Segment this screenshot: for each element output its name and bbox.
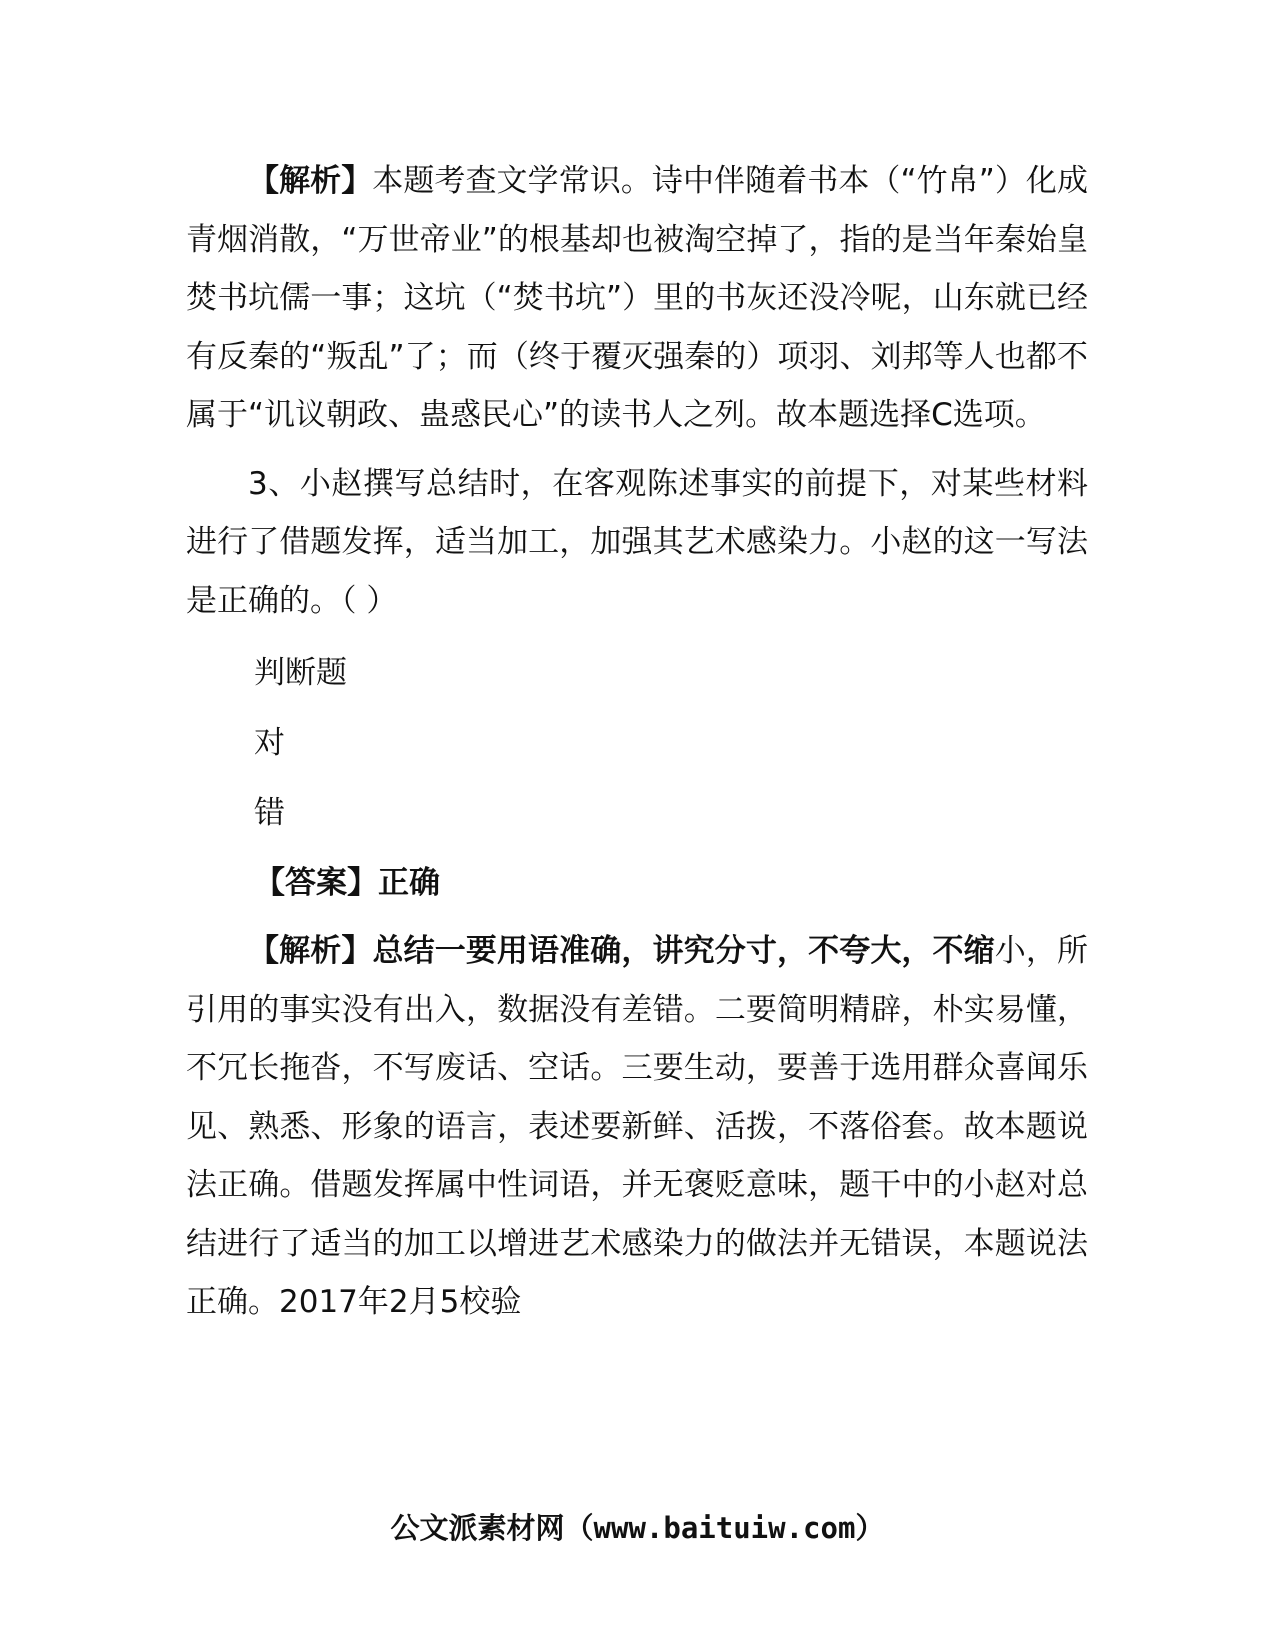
option-true: 对: [254, 725, 285, 761]
answer-label: 【答案】: [254, 865, 378, 901]
footer-site-name: 公文派素材网: [390, 1511, 565, 1545]
question-type: 判断题: [254, 655, 347, 691]
question-3: 3、小赵撰写总结时，在客观陈述事实的前提下，对某些材料进行了借题发挥，适当加工，加强其艺术感染力。小赵的这一写法是正确的。（ ）: [186, 465, 1088, 619]
analysis-lead: 总结一要用语准确，讲究分寸，不夸大，不缩: [372, 933, 995, 969]
page-footer: [0, 1508, 1275, 1548]
analysis-label: 【解析】: [248, 163, 373, 199]
option-false: 错: [254, 795, 285, 831]
footer-url: （www.baituiw.com）: [564, 1511, 885, 1545]
document-body: [186, 152, 1088, 1332]
analysis-paragraph-1: [186, 152, 1088, 445]
answer-value: 正确: [378, 865, 440, 901]
analysis-paragraph-2: [186, 922, 1088, 1332]
analysis-label-2: 【解析】: [248, 933, 373, 969]
answer-line: [186, 848, 1088, 918]
analysis-text-2: 小，所引用的事实没有出入，数据没有差错。二要简明精辟，朴实易懂，不冗长拖沓，不写废话、空话。三要生动，要善于选用群众喜闻乐见、熟悉、形象的语言，表述要新鲜、活拨，不落俗套。故本题说法正确。借题发挥属中性词语，并无褒贬意味，题干中的小赵对总结进行了适当的加工以增进艺术感染力的做法并无错误，本题说法正确。2017年2月5校验: [186, 933, 1089, 1320]
analysis-text: 本题考查文学常识。诗中伴随着书本（“竹帛”）化成青烟消散，“万世帝业”的根基却也被淘空掉了，指的是当年秦始皇焚书坑儒一事；这坑（“焚书坑”）里的书灰还没冷呢，山东就已经有反秦的“叛乱”了；而（终于覆灭强秦的）项羽、刘邦等人也都不属于“讥议朝政、蛊惑民心”的读书人之列。故本题选择C选项。: [186, 163, 1088, 433]
